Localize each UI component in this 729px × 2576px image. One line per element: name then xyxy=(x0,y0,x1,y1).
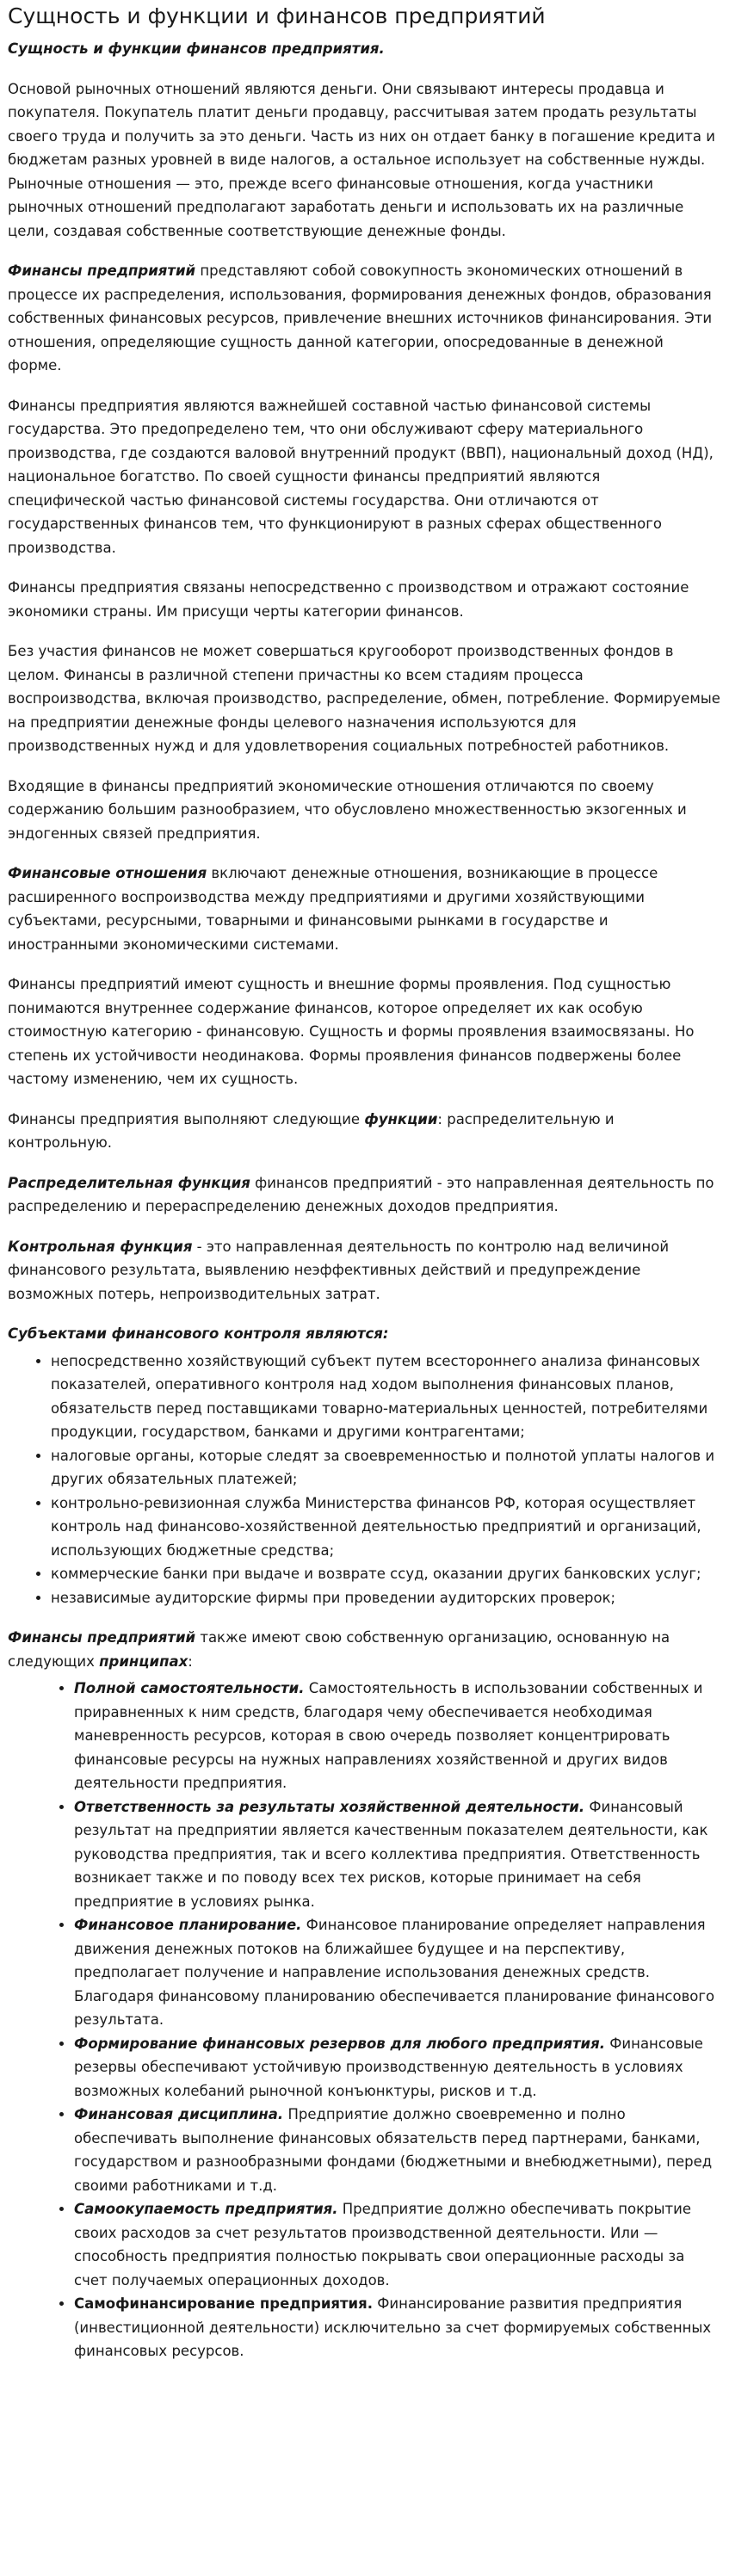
paragraph-principles-intro xyxy=(8,1626,720,1673)
paragraph-essence: Финансы предприятий имеют сущность и внешние формы проявления. Под сущностью понимаются внутреннее содержание финансов, которое определяет их как особую стоимостную категорию - финансовую. Сущность и формы проявления взаимосвязаны. Но степень их устойчивости неодинакова. Формы проявления финансов подвержены более частому изменению, чем их сущность. xyxy=(8,976,695,1087)
term-distribution-function: Распределительная функция xyxy=(8,1174,250,1191)
paragraph-text: финансов предприятий - это направленная деятельность по распределению и перераспределению денежных доходов предприятия. xyxy=(8,1174,714,1214)
principle-text: Финансовый результат на предприятии является качественным показателем деятельности, как руководства предприятия, так и всего коллектива предприятия. Ответственность возникает также и по поводу всех тех рисков, которые принимает на себя предприятие в условиях рынка. xyxy=(74,1798,708,1910)
term-financial-relations: Финансовые отношения xyxy=(8,865,207,881)
article xyxy=(0,3,729,2363)
subjects-list xyxy=(8,1350,720,1610)
principle-term: Самофинансирование предприятия. xyxy=(74,2295,373,2312)
paragraph-text: Финансы предприятия выполняют следующие xyxy=(8,1110,365,1127)
paragraph-text: представляют собой совокупность экономических отношений в процессе их распределения, использования, формирования денежных фондов, образования собственных финансовых ресурсов, привлечение внешних источников финансирования. Эти отношения, определяющие сущность данной категории, опосредованные в денежной форме. xyxy=(8,263,713,374)
paragraph-text: включают денежные отношения, возникающие в процессе расширенного воспроизводства между предприятиями и другими хозяйствующими субъектами, ресурсными, товарными и финансовыми рынками в государстве и иностранными экономическими системами. xyxy=(8,865,658,953)
term-control-function: Контрольная функция xyxy=(8,1238,193,1255)
term-principles: принципах xyxy=(99,1652,188,1670)
paragraph-functions xyxy=(8,1108,720,1155)
paragraph-text: : распределительную и контрольную. xyxy=(8,1110,615,1151)
list-item xyxy=(74,1677,720,1795)
paragraph-control-function xyxy=(8,1235,720,1307)
list-item xyxy=(74,2197,720,2292)
list-item xyxy=(74,2103,720,2197)
principle-term: Финансовое планирование. xyxy=(74,1917,302,1933)
principle-text: Предприятие должно своевременно и полно обеспечивать выполнение финансовых обязательств перед партнерами, банками, государством и разнообразными фондами (бюджетными и внебюджетными), перед своими работниками и т.д. xyxy=(74,2106,713,2194)
principle-text: Самостоятельность в использовании собственных и приравненных к ним средств, благодаря чему обеспечивается необходимая маневренность ресурсов, которая в свою очередь позволяет концентрировать финансовые ресурсы на нужных направлениях хозяйственной и других видов деятельности предприятия. xyxy=(74,1680,703,1791)
paragraph-text: - это направленная деятельность по контролю над величиной финансового результата, выявлению неэффективных действий и предупреждение возможных потерь, непроизводительных затрат. xyxy=(8,1238,670,1302)
paragraph-intro: Основой рыночных отношений являются деньги. Они связывают интересы продавца и покупателя. Покупатель платит деньги продавцу, рассчитывая затем продать результаты своего труда и получить за это деньги. Часть из них он отдает банку в погашение кредита и бюджетам разных уровней в виде налогов, а остальное использует на собственные нужды. Рыночные отношения — это, прежде всего финансовые отношения, когда участники рыночных отношений предполагают заработать деньги и использовать их на различные цели, создавая собственные соответствующие денежные фонды. xyxy=(8,80,715,239)
principle-term: Полной самостоятельности. xyxy=(74,1680,305,1696)
principle-term: Формирование финансовых резервов для любого предприятия. xyxy=(74,2035,605,2052)
list-item: • налоговые органы, которые следят за своевременностью и полнотой уплаты налогов и других обязательных платежей; xyxy=(51,1444,720,1492)
principle-term: Самоокупаемость предприятия. xyxy=(74,2201,338,2217)
list-item: • непосредственно хозяйствующий субъект путем всестороннего анализа финансовых показателей, оперативного контроля над ходом выполнения финансовых планов, обязательств перед поставщиками товарно-материальных ценностей, потребителями продукции, государством, банками и другими контрагентами; xyxy=(51,1350,720,1444)
paragraph-reproduction: Без участия финансов не может совершаться кругооборот производственных фондов в целом. Финансы в различной степени причастны ко всем стадиям процесса воспроизводства, включая производство, распределение, обмен, потребление. Формируемые на предприятии денежные фонды целевого назначения используются для производственных нужд и для удовлетворения социальных потребностей работников. xyxy=(8,643,720,754)
list-item xyxy=(74,1795,720,1914)
list-item xyxy=(74,1913,720,2032)
principle-text: Финансирование развития предприятия (инвестиционной деятельности) исключительно за счет формируемых собственных финансовых ресурсов. xyxy=(74,2295,712,2359)
principle-term: Финансовая дисциплина. xyxy=(74,2106,284,2122)
list-item: • независимые аудиторские фирмы при проведении аудиторских проверок; xyxy=(51,1586,720,1610)
term-finance-of-enterprises: Финансы предприятий xyxy=(8,1629,196,1646)
principle-text: Предприятие должно обеспечивать покрытие своих расходов за счет результатов производственной деятельности. Или — способность предприятия полностью покрывать свои операционные расходы за счет получаемых операционных доходов. xyxy=(74,2201,692,2289)
paragraph-text: также имеют свою собственную организацию, основанную на следующих xyxy=(8,1629,670,1670)
subjects-heading: Субъектами финансового контроля являются: xyxy=(8,1325,389,1342)
paragraph-distribution-function xyxy=(8,1171,720,1219)
term-functions: функции xyxy=(364,1110,438,1127)
paragraph-relations: Входящие в финансы предприятий экономические отношения отличаются по своему содержанию большим разнообразием, что обусловлено множественностью экзогенных и эндогенных связей предприятия. xyxy=(8,777,687,842)
paragraph-definition xyxy=(8,259,720,378)
paragraph-text: : xyxy=(188,1652,193,1670)
list-item: • контрольно-ревизионная служба Министерства финансов РФ, которая осуществляет контроль над финансово-хозяйственной деятельностью предприятий и организаций, использующих бюджетные средства; xyxy=(51,1492,720,1563)
article-subtitle: Сущность и функции финансов предприятия. xyxy=(8,40,385,57)
principles-list xyxy=(8,1677,720,2363)
list-item: • коммерческие банки при выдаче и возврате ссуд, оказании других банковских услуг; xyxy=(51,1562,720,1586)
page-title: Сущность и функции и финансов предприятий xyxy=(8,3,546,28)
list-item xyxy=(74,2032,720,2103)
paragraph-production: Финансы предприятия связаны непосредственно с производством и отражают состояние экономики страны. Им присущи черты категории финансов. xyxy=(8,579,689,620)
term-finance-of-enterprises: Финансы предприятий xyxy=(8,263,196,279)
principle-text: Финансовые резервы обеспечивают устойчивую производственную деятельность в условиях возможных колебаний рыночной конъюнктуры, рисков и т.д. xyxy=(74,2035,703,2099)
list-item xyxy=(74,2292,720,2363)
principle-text: Финансовое планирование определяет направления движения денежных потоков на ближайшее будущее и на перспективу, предполагает получение и направление использования денежных средств. Благодаря финансовому планированию обеспечивается планирование финансового результата. xyxy=(74,1917,715,2028)
principle-term: Ответственность за результаты хозяйственной деятельности. xyxy=(74,1798,585,1815)
paragraph-financial-relations xyxy=(8,862,720,956)
paragraph-financial-system: Финансы предприятия являются важнейшей составной частью финансовой системы государства. Это предопределено тем, что они обслуживают сферу материального производства, где создаются валовой внутренний продукт (ВВП), национальный доход (НД), национальное богатство. По своей сущности финансы предприятий являются специфической частью финансовой системы государства. Они отличаются от государственных финансов тем, что функционируют в разных сферах общественного производства. xyxy=(8,397,714,556)
